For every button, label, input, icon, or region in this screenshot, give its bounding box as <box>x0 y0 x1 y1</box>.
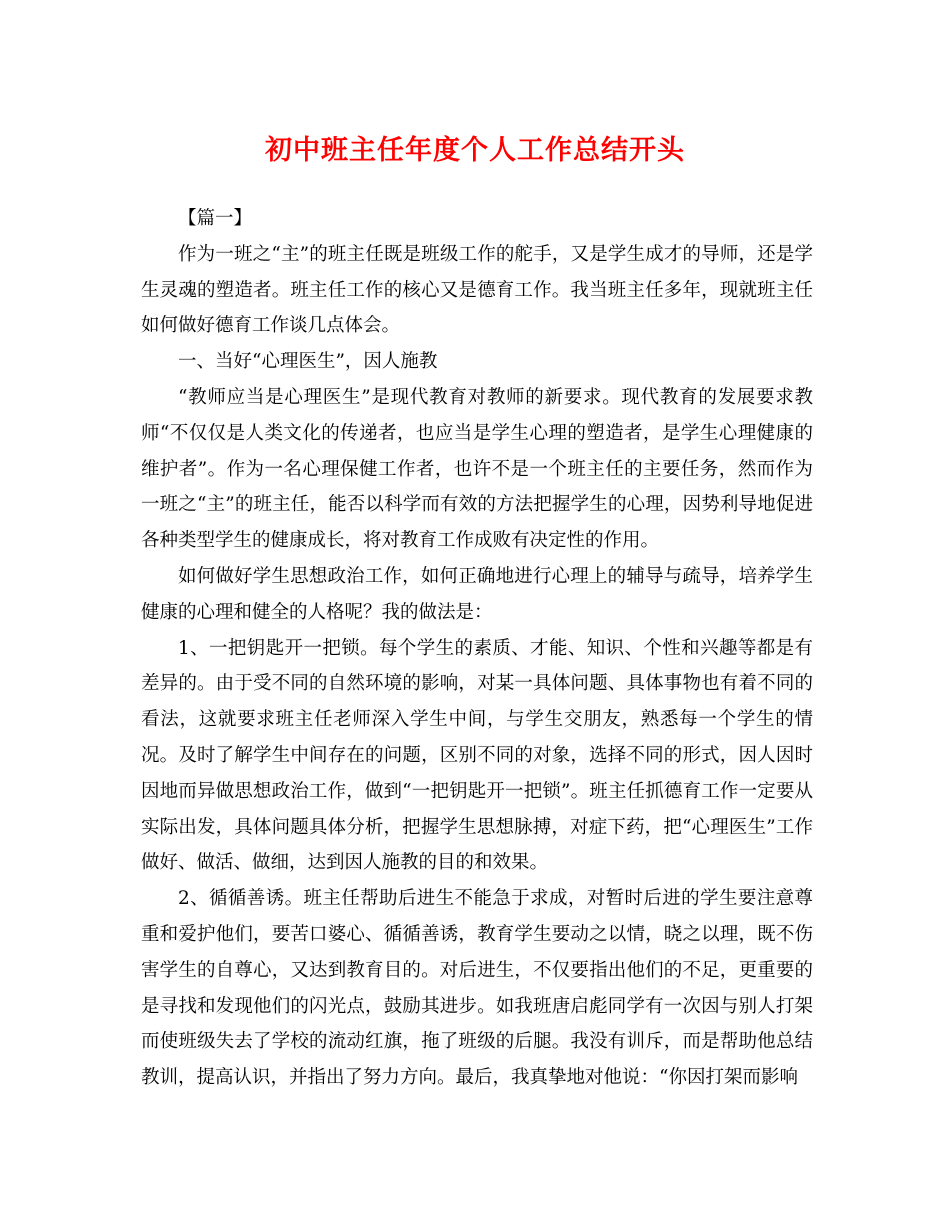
section-label: 【篇一】 <box>178 208 253 229</box>
paragraph-intro: 作为一班之“主”的班主任既是班级工作的舵手，又是学生成才的导师，还是学生灵魂的塑造者。班主任工作的核心又是德育工作。我当班主任多年，现就班主任如何做好德育工作谈几点体会。 <box>141 243 813 337</box>
document-title: 初中班主任年度个人工作总结开头 <box>265 135 685 166</box>
heading-psych-doctor: 一、当好“心理医生”，因人施教 <box>178 351 438 373</box>
paragraph-approach: 如何做好学生思想政治工作，如何正确地进行心理上的辅导与疏导，培养学生健康的心理和健全的人格呢？我的做法是： <box>141 565 813 623</box>
paragraph-psych-doctor: “教师应当是心理医生”是现代教育对教师的新要求。现代教育的发展要求教师“不仅仅是人类文化的传递者，也应当是学生心理的塑造者，是学生心理健康的维护者”。作为一名心理保健工作者，也许不是一个班主任的主要任务，然而作为一班之“主”的班主任，能否以科学而有效的方法把握学生的心理，因势利导地促进各种类型学生的健康成长，将对教育工作成败有决定性的作用。 <box>141 386 813 552</box>
paragraph-point-2: 2、循循善诱。班主任帮助后进生不能急于求成，对暂时后进的学生要注意尊重和爱护他们，要苦口婆心、循循善诱，教育学生要动之以情，晓之以理，既不伤害学生的自尊心，又达到教育目的。对后进生，不仅要指出他们的不足，更重要的是寻找和发现他们的闪光点，鼓励其进步。如我班唐启彪同学有一次因与别人打架而使班级失去了学校的流动红旗，拖了班级的后腿。我没有训斥，而是帮助他总结教训，提高认识，并指出了努力方向。最后，我真挚地对他说：“你因打架而影响 <box>141 888 813 1089</box>
paragraph-point-1: 1、一把钥匙开一把锁。每个学生的素质、才能、知识、个性和兴趣等都是有差异的。由于受不同的自然环境的影响，对某一具体问题、具体事物也有着不同的看法，这就要求班主任老师深入学生中间，与学生交朋友，熟悉每一个学生的情况。及时了解学生中间存在的问题，区别不同的对象，选择不同的形式，因人因时因地而异做思想政治工作，做到“一把钥匙开一把锁”。班主任抓德育工作一定要从实际出发，具体问题具体分析，把握学生思想脉搏，对症下药，把“心理医生”工作做好、做活、做细，达到因人施教的目的和效果。 <box>141 637 813 874</box>
document-body <box>141 201 813 1096</box>
